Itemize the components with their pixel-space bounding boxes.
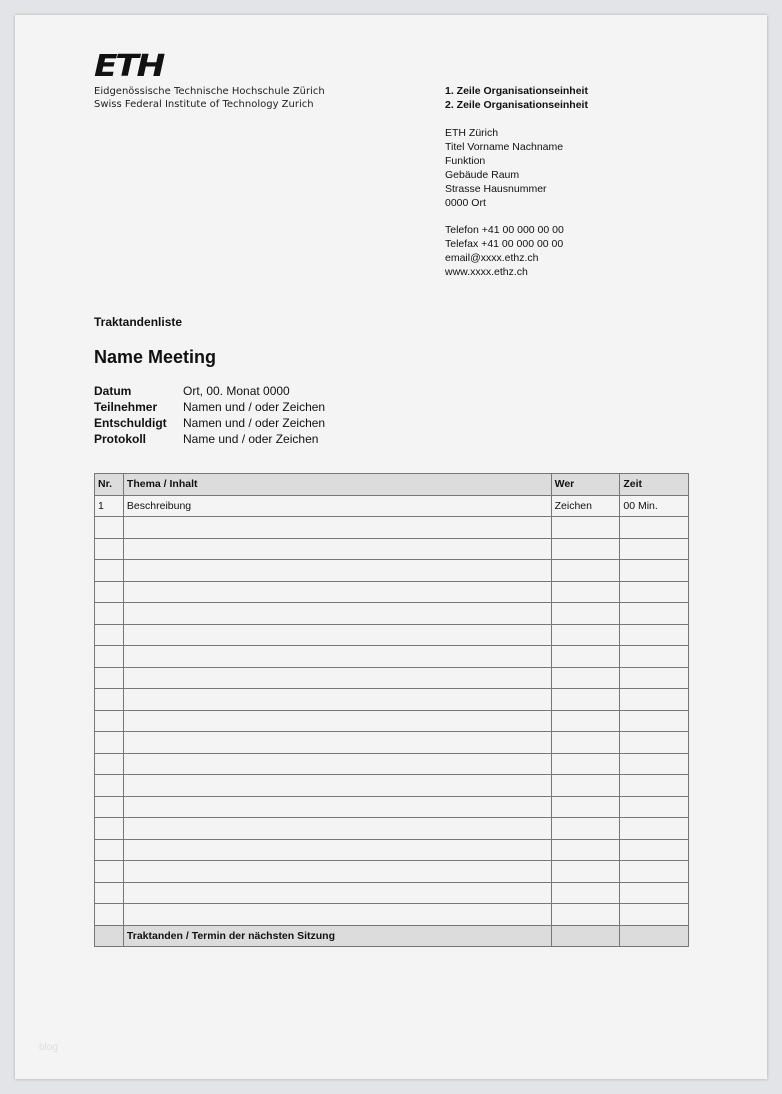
footer-label: Traktanden / Termin der nächsten Sitzung [123, 925, 551, 947]
table-cell[interactable] [551, 732, 620, 754]
meta-label: Teilnehmer [94, 400, 158, 414]
table-cell[interactable] [123, 646, 551, 668]
table-cell[interactable] [95, 581, 124, 603]
table-cell[interactable] [620, 732, 689, 754]
table-cell[interactable] [95, 775, 124, 797]
table-cell[interactable] [123, 775, 551, 797]
table-cell[interactable] [551, 517, 620, 539]
table-cell[interactable] [620, 753, 689, 775]
table-row [95, 581, 689, 603]
table-cell[interactable] [620, 667, 689, 689]
table-cell[interactable] [123, 753, 551, 775]
table-header [95, 474, 689, 496]
table-cell[interactable] [551, 882, 620, 904]
table-cell[interactable] [551, 796, 620, 818]
table-cell[interactable] [95, 560, 124, 582]
table-cell[interactable] [620, 839, 689, 861]
table-cell [620, 925, 689, 947]
eth-logo: ETH [94, 49, 164, 84]
table-cell[interactable] [95, 689, 124, 711]
table-row [95, 560, 689, 582]
table-cell: 1 [95, 495, 124, 517]
table-cell[interactable] [95, 667, 124, 689]
table-cell[interactable] [95, 882, 124, 904]
meta-row [94, 383, 325, 399]
address-line: Gebäude Raum [445, 169, 520, 181]
table-cell[interactable] [123, 818, 551, 840]
table-row [95, 882, 689, 904]
table-cell[interactable] [95, 861, 124, 883]
table-cell[interactable] [95, 904, 124, 926]
table-cell[interactable] [620, 796, 689, 818]
sender-block [445, 84, 588, 279]
address-line: Strasse Hausnummer [445, 183, 547, 195]
table-cell[interactable] [620, 624, 689, 646]
table-cell[interactable] [551, 753, 620, 775]
table-cell: Beschreibung [123, 495, 551, 517]
table-cell[interactable] [95, 624, 124, 646]
table-cell[interactable] [123, 538, 551, 560]
table-cell[interactable] [95, 839, 124, 861]
table-cell[interactable] [620, 689, 689, 711]
table-cell[interactable] [620, 581, 689, 603]
table-cell[interactable] [620, 517, 689, 539]
org-unit-1: 1. Zeile Organisationseinheit [445, 85, 588, 97]
table-cell[interactable] [95, 517, 124, 539]
table-cell[interactable] [95, 710, 124, 732]
meta-value: Namen und / oder Zeichen [183, 400, 326, 414]
table-cell[interactable] [123, 624, 551, 646]
table-cell[interactable] [551, 581, 620, 603]
meta-row [94, 399, 325, 415]
page-title: Name Meeting [94, 347, 217, 367]
table-cell[interactable] [95, 796, 124, 818]
table-cell[interactable] [620, 904, 689, 926]
contact-line: www.xxxx.ethz.ch [445, 266, 528, 278]
table-cell[interactable] [123, 904, 551, 926]
table-cell[interactable] [620, 560, 689, 582]
meta-label: Protokoll [94, 432, 147, 446]
table-row [95, 818, 689, 840]
table-row [95, 796, 689, 818]
institution-en: Swiss Federal Institute of Technology Zurich [94, 99, 314, 110]
table-cell [551, 925, 620, 947]
address-line: Titel Vorname Nachname [445, 141, 564, 153]
meta-label: Datum [94, 384, 132, 398]
table-row [95, 667, 689, 689]
table-row [95, 839, 689, 861]
table-cell[interactable] [123, 560, 551, 582]
institution-name [94, 85, 325, 111]
table-cell[interactable] [620, 538, 689, 560]
meta-row [94, 431, 325, 447]
table-cell[interactable] [551, 839, 620, 861]
table-cell[interactable] [551, 861, 620, 883]
table-cell[interactable] [620, 775, 689, 797]
meta-row [94, 415, 325, 431]
table-cell[interactable] [551, 710, 620, 732]
table-row [95, 753, 689, 775]
table-cell[interactable] [123, 861, 551, 883]
doc-type: Traktandenliste [94, 315, 183, 329]
table-cell[interactable] [95, 538, 124, 560]
table-row [95, 495, 689, 517]
address-line: Funktion [445, 155, 486, 167]
table-cell[interactable] [551, 689, 620, 711]
institution-de: Eidgenössische Technische Hochschule Zürich [94, 86, 325, 97]
column-header: Wer [551, 474, 620, 496]
table-cell[interactable] [123, 796, 551, 818]
meta-value: Namen und / oder Zeichen [183, 416, 326, 430]
column-header: Thema / Inhalt [123, 474, 551, 496]
address-line: 0000 Ort [445, 197, 486, 209]
meta-block [94, 383, 325, 447]
table-cell[interactable] [620, 646, 689, 668]
table-cell[interactable] [123, 710, 551, 732]
table-cell[interactable] [123, 517, 551, 539]
contact-line: Telefon +41 00 000 00 00 [445, 224, 564, 236]
table-row [95, 775, 689, 797]
table-cell[interactable] [551, 646, 620, 668]
table-cell[interactable] [123, 839, 551, 861]
watermark: blog [39, 1042, 58, 1053]
table-cell[interactable] [551, 603, 620, 625]
table-row [95, 710, 689, 732]
agenda-table [94, 473, 689, 947]
table-row [95, 603, 689, 625]
table-cell[interactable] [551, 818, 620, 840]
table-footer [95, 925, 689, 947]
table-cell[interactable] [551, 624, 620, 646]
table-row [95, 646, 689, 668]
contact-line: Telefax +41 00 000 00 00 [445, 238, 564, 250]
table-cell [95, 925, 124, 947]
table-row [95, 624, 689, 646]
table-cell[interactable] [123, 581, 551, 603]
table-cell[interactable] [551, 667, 620, 689]
column-header: Nr. [95, 474, 124, 496]
meta-value: Ort, 00. Monat 0000 [183, 384, 290, 398]
meta-value: Name und / oder Zeichen [183, 432, 319, 446]
table-cell[interactable] [620, 818, 689, 840]
table-cell: Zeichen [551, 495, 620, 517]
table-cell[interactable] [123, 603, 551, 625]
table-cell[interactable] [95, 603, 124, 625]
table-cell[interactable] [95, 646, 124, 668]
table-cell[interactable] [95, 818, 124, 840]
table-row [95, 732, 689, 754]
table-cell[interactable] [123, 667, 551, 689]
table-row [95, 904, 689, 926]
table-cell[interactable] [123, 882, 551, 904]
table-cell[interactable] [123, 689, 551, 711]
table-row [95, 689, 689, 711]
table-cell[interactable] [551, 904, 620, 926]
table-cell[interactable] [551, 538, 620, 560]
meta-label: Entschuldigt [94, 416, 167, 430]
table-cell[interactable] [620, 603, 689, 625]
table-cell: 00 Min. [620, 495, 689, 517]
table-cell[interactable] [620, 710, 689, 732]
address-line: ETH Zürich [445, 127, 499, 139]
table-row [95, 538, 689, 560]
org-unit-2: 2. Zeile Organisationseinheit [445, 99, 588, 111]
table-cell[interactable] [551, 560, 620, 582]
table-row [95, 861, 689, 883]
table-row [95, 517, 689, 539]
document-page [15, 15, 767, 1079]
table-cell[interactable] [95, 753, 124, 775]
table-cell[interactable] [620, 861, 689, 883]
column-header: Zeit [620, 474, 689, 496]
table-cell[interactable] [551, 775, 620, 797]
table-cell[interactable] [123, 732, 551, 754]
table-cell[interactable] [620, 882, 689, 904]
contact-line: email@xxxx.ethz.ch [445, 252, 539, 264]
table-cell[interactable] [95, 732, 124, 754]
